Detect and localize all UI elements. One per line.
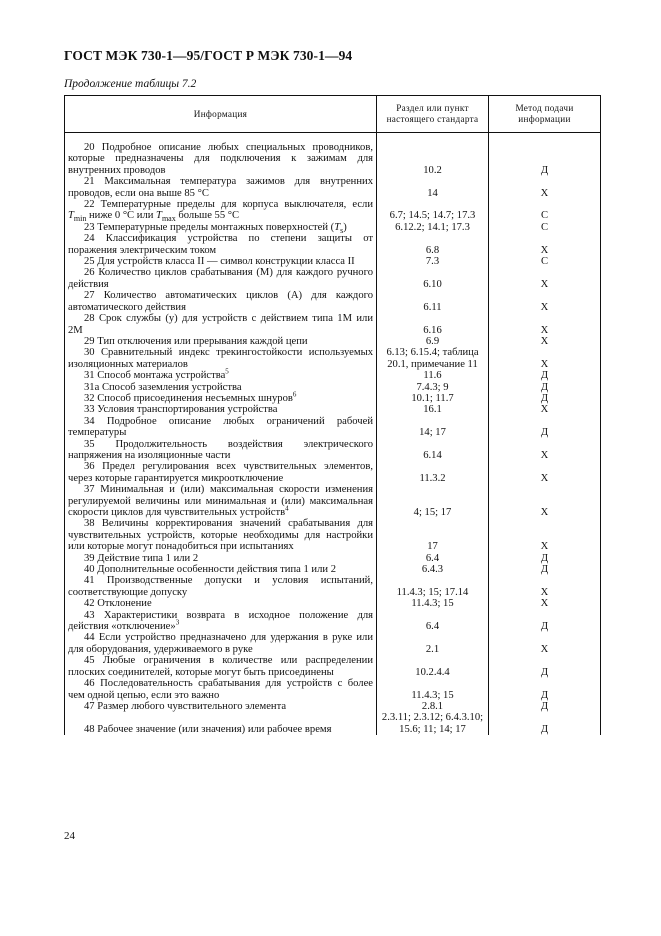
row-info: 46 Последовательность срабатывания для устройств с более чем одной цепью, если это важно — [65, 678, 377, 701]
row-info: 34 Подробное описание любых ограничений рабочей температуры — [65, 416, 377, 439]
table-row — [65, 176, 601, 199]
table-row — [65, 518, 601, 552]
row-method: X — [489, 439, 601, 462]
table-row — [65, 222, 601, 233]
row-section: 11.4.3; 15 — [377, 678, 489, 701]
row-info: 22 Температурные пределы для корпуса выключателя, если $T_{min}$ ниже 0 °С или $T_{max}$ больше 55 °С — [65, 199, 377, 222]
row-section: 10.1; 11.7 — [377, 393, 489, 404]
table-row — [65, 370, 601, 381]
table-row — [65, 712, 601, 735]
row-info: 41 Производственные допуски и условия испытаний, соответствующие допуску — [65, 575, 377, 598]
row-info: 23 Температурные пределы монтажных поверхностей $(T_s)$ — [65, 222, 377, 233]
row-section: 6.4 — [377, 553, 489, 564]
row-method: X — [489, 176, 601, 199]
table-row — [65, 610, 601, 633]
row-method: Д — [489, 564, 601, 575]
row-info: 43 Характеристики возврата в исходное положение для действия «отключение»$^3$ — [65, 610, 377, 633]
row-section: 17 — [377, 518, 489, 552]
row-method: X — [489, 484, 601, 518]
row-section: 6.10 — [377, 267, 489, 290]
row-info: 35 Продолжительность воздействия электрического напряжения на изоляционные части — [65, 439, 377, 462]
column-header-info: Информация — [65, 96, 377, 133]
row-section: 6.4 — [377, 610, 489, 633]
row-info: 37 Минимальная и (или) максимальная скорости изменения регулируемой величины или минимальная и (или) максимальная скорости циклов для чувствительных устройств$^4$ — [65, 484, 377, 518]
row-info: 21 Максимальная температура зажимов для внутренних проводов, если она выше 85 °С — [65, 176, 377, 199]
table-row — [65, 575, 601, 598]
row-method: X — [489, 233, 601, 256]
row-method: Д — [489, 678, 601, 701]
row-section: 7.4.3; 9 — [377, 382, 489, 393]
row-method: С — [489, 199, 601, 222]
table-row — [65, 416, 601, 439]
row-info: 31 Способ монтажа устройства$^5$ — [65, 370, 377, 381]
row-section: 14 — [377, 176, 489, 199]
row-info: 30 Сравнительный индекс трекингостойкости используемых изоляционных материалов — [65, 347, 377, 370]
row-section: 2.8.1 — [377, 701, 489, 712]
row-method: Д — [489, 655, 601, 678]
row-method: X — [489, 290, 601, 313]
row-method: X — [489, 575, 601, 598]
row-info: 42 Отклонение — [65, 598, 377, 609]
row-section: 16.1 — [377, 404, 489, 415]
row-section: 14; 17 — [377, 416, 489, 439]
row-section: 11.4.3; 15 — [377, 598, 489, 609]
row-info: 25 Для устройств класса II — символ конструкции класса II — [65, 256, 377, 267]
row-info: 40 Дополнительные особенности действия типа 1 или 2 — [65, 564, 377, 575]
row-method: X — [489, 336, 601, 347]
row-info: 28 Срок службы (у) для устройств с действием типа 1М или 2М — [65, 313, 377, 336]
table-row — [65, 553, 601, 564]
row-method: Д — [489, 393, 601, 404]
row-method: С — [489, 256, 601, 267]
row-info: 36 Предел регулирования всех чувствительных элементов, через которые гарантируется микроотключение — [65, 461, 377, 484]
table-row — [65, 678, 601, 701]
row-section: 11.3.2 — [377, 461, 489, 484]
row-info: 47 Размер любого чувствительного элемента — [65, 701, 377, 712]
row-section: 11.4.3; 15; 17.14 — [377, 575, 489, 598]
row-method: Д — [489, 712, 601, 735]
table-row — [65, 267, 601, 290]
row-method: Д — [489, 610, 601, 633]
row-info: 20 Подробное описание любых специальных проводников, которые предназначены для подключения к зажимам для внутренних проводов — [65, 142, 377, 176]
row-section: 2.3.11; 2.3.12; 6.4.3.10; 15.6; 11; 14; 17 — [377, 712, 489, 735]
row-method: X — [489, 598, 601, 609]
table-row — [65, 199, 601, 222]
row-method: X — [489, 461, 601, 484]
table-row — [65, 313, 601, 336]
row-section: 11.6 — [377, 370, 489, 381]
row-section: 10.2 — [377, 142, 489, 176]
row-info: 48 Рабочее значение (или значения) или рабочее время — [65, 712, 377, 735]
document-header: ГОСТ МЭК 730-1—95/ГОСТ Р МЭК 730-1—94 — [64, 48, 353, 63]
row-section: 2.1 — [377, 632, 489, 655]
row-method: Д — [489, 142, 601, 176]
row-method: Д — [489, 416, 601, 439]
row-method: Д — [489, 701, 601, 712]
row-method: X — [489, 632, 601, 655]
row-method: X — [489, 518, 601, 552]
table-row — [65, 701, 601, 712]
row-method: X — [489, 404, 601, 415]
row-section: 6.8 — [377, 233, 489, 256]
table-caption: Продолжение таблицы 7.2 — [64, 78, 197, 90]
row-section: 6.11 — [377, 290, 489, 313]
column-header-section: Раздел или пункт настоящего стандарта — [377, 96, 489, 133]
row-method: X — [489, 313, 601, 336]
table-row — [65, 142, 601, 176]
row-info: 24 Классификация устройства по степени защиты от поражения электрическим током — [65, 233, 377, 256]
row-method: Д — [489, 553, 601, 564]
row-info: 45 Любые ограничения в количестве или распределении плоских соединителей, которые могут быть присоединены — [65, 655, 377, 678]
info-table — [64, 95, 601, 735]
table-row — [65, 256, 601, 267]
table-row — [65, 461, 601, 484]
row-section: 6.14 — [377, 439, 489, 462]
row-method: С — [489, 222, 601, 233]
table-row — [65, 233, 601, 256]
table-row — [65, 632, 601, 655]
row-info: 31а Способ заземления устройства — [65, 382, 377, 393]
row-section: 10.2.4.4 — [377, 655, 489, 678]
row-section: 6.9 — [377, 336, 489, 347]
row-method: X — [489, 267, 601, 290]
row-section: 6.7; 14.5; 14.7; 17.3 — [377, 199, 489, 222]
table-row — [65, 347, 601, 370]
table-row — [65, 484, 601, 518]
table-row — [65, 404, 601, 415]
row-info: 29 Тип отключения или прерывания каждой цепи — [65, 336, 377, 347]
table-row — [65, 598, 601, 609]
table-row — [65, 393, 601, 404]
table-row — [65, 655, 601, 678]
row-section: 4; 15; 17 — [377, 484, 489, 518]
row-section: 6.16 — [377, 313, 489, 336]
row-method: Д — [489, 370, 601, 381]
row-info: 39 Действие типа 1 или 2 — [65, 553, 377, 564]
row-info: 44 Если устройство предназначено для удержания в руке или для оборудования, удерживаемого в руке — [65, 632, 377, 655]
row-info: 33 Условия транспортирования устройства — [65, 404, 377, 415]
row-section: 6.4.3 — [377, 564, 489, 575]
row-info: 38 Величины корректирования значений срабатывания для чувствительных устройств, которые необходимы для настройки или которые могут понадобиться при испытаниях — [65, 518, 377, 552]
table-row — [65, 439, 601, 462]
row-section: 6.13; 6.15.4; таблица 20.1, примечание 11 — [377, 347, 489, 370]
row-section: 7.3 — [377, 256, 489, 267]
row-info: 32 Способ присоединения несъемных шнуров$^6$ — [65, 393, 377, 404]
row-info: 27 Количество автоматических циклов (А) для каждого автоматического действия — [65, 290, 377, 313]
table-row — [65, 382, 601, 393]
table-row — [65, 336, 601, 347]
row-section: 6.12.2; 14.1; 17.3 — [377, 222, 489, 233]
row-info: 26 Количество циклов срабатывания (М) для каждого ручного действия — [65, 267, 377, 290]
column-header-method: Метод подачи информации — [489, 96, 601, 133]
table-row — [65, 290, 601, 313]
row-method: Д — [489, 382, 601, 393]
table-row — [65, 564, 601, 575]
table-header-row — [65, 96, 601, 133]
row-method: X — [489, 347, 601, 370]
page-number: 24 — [64, 830, 75, 842]
